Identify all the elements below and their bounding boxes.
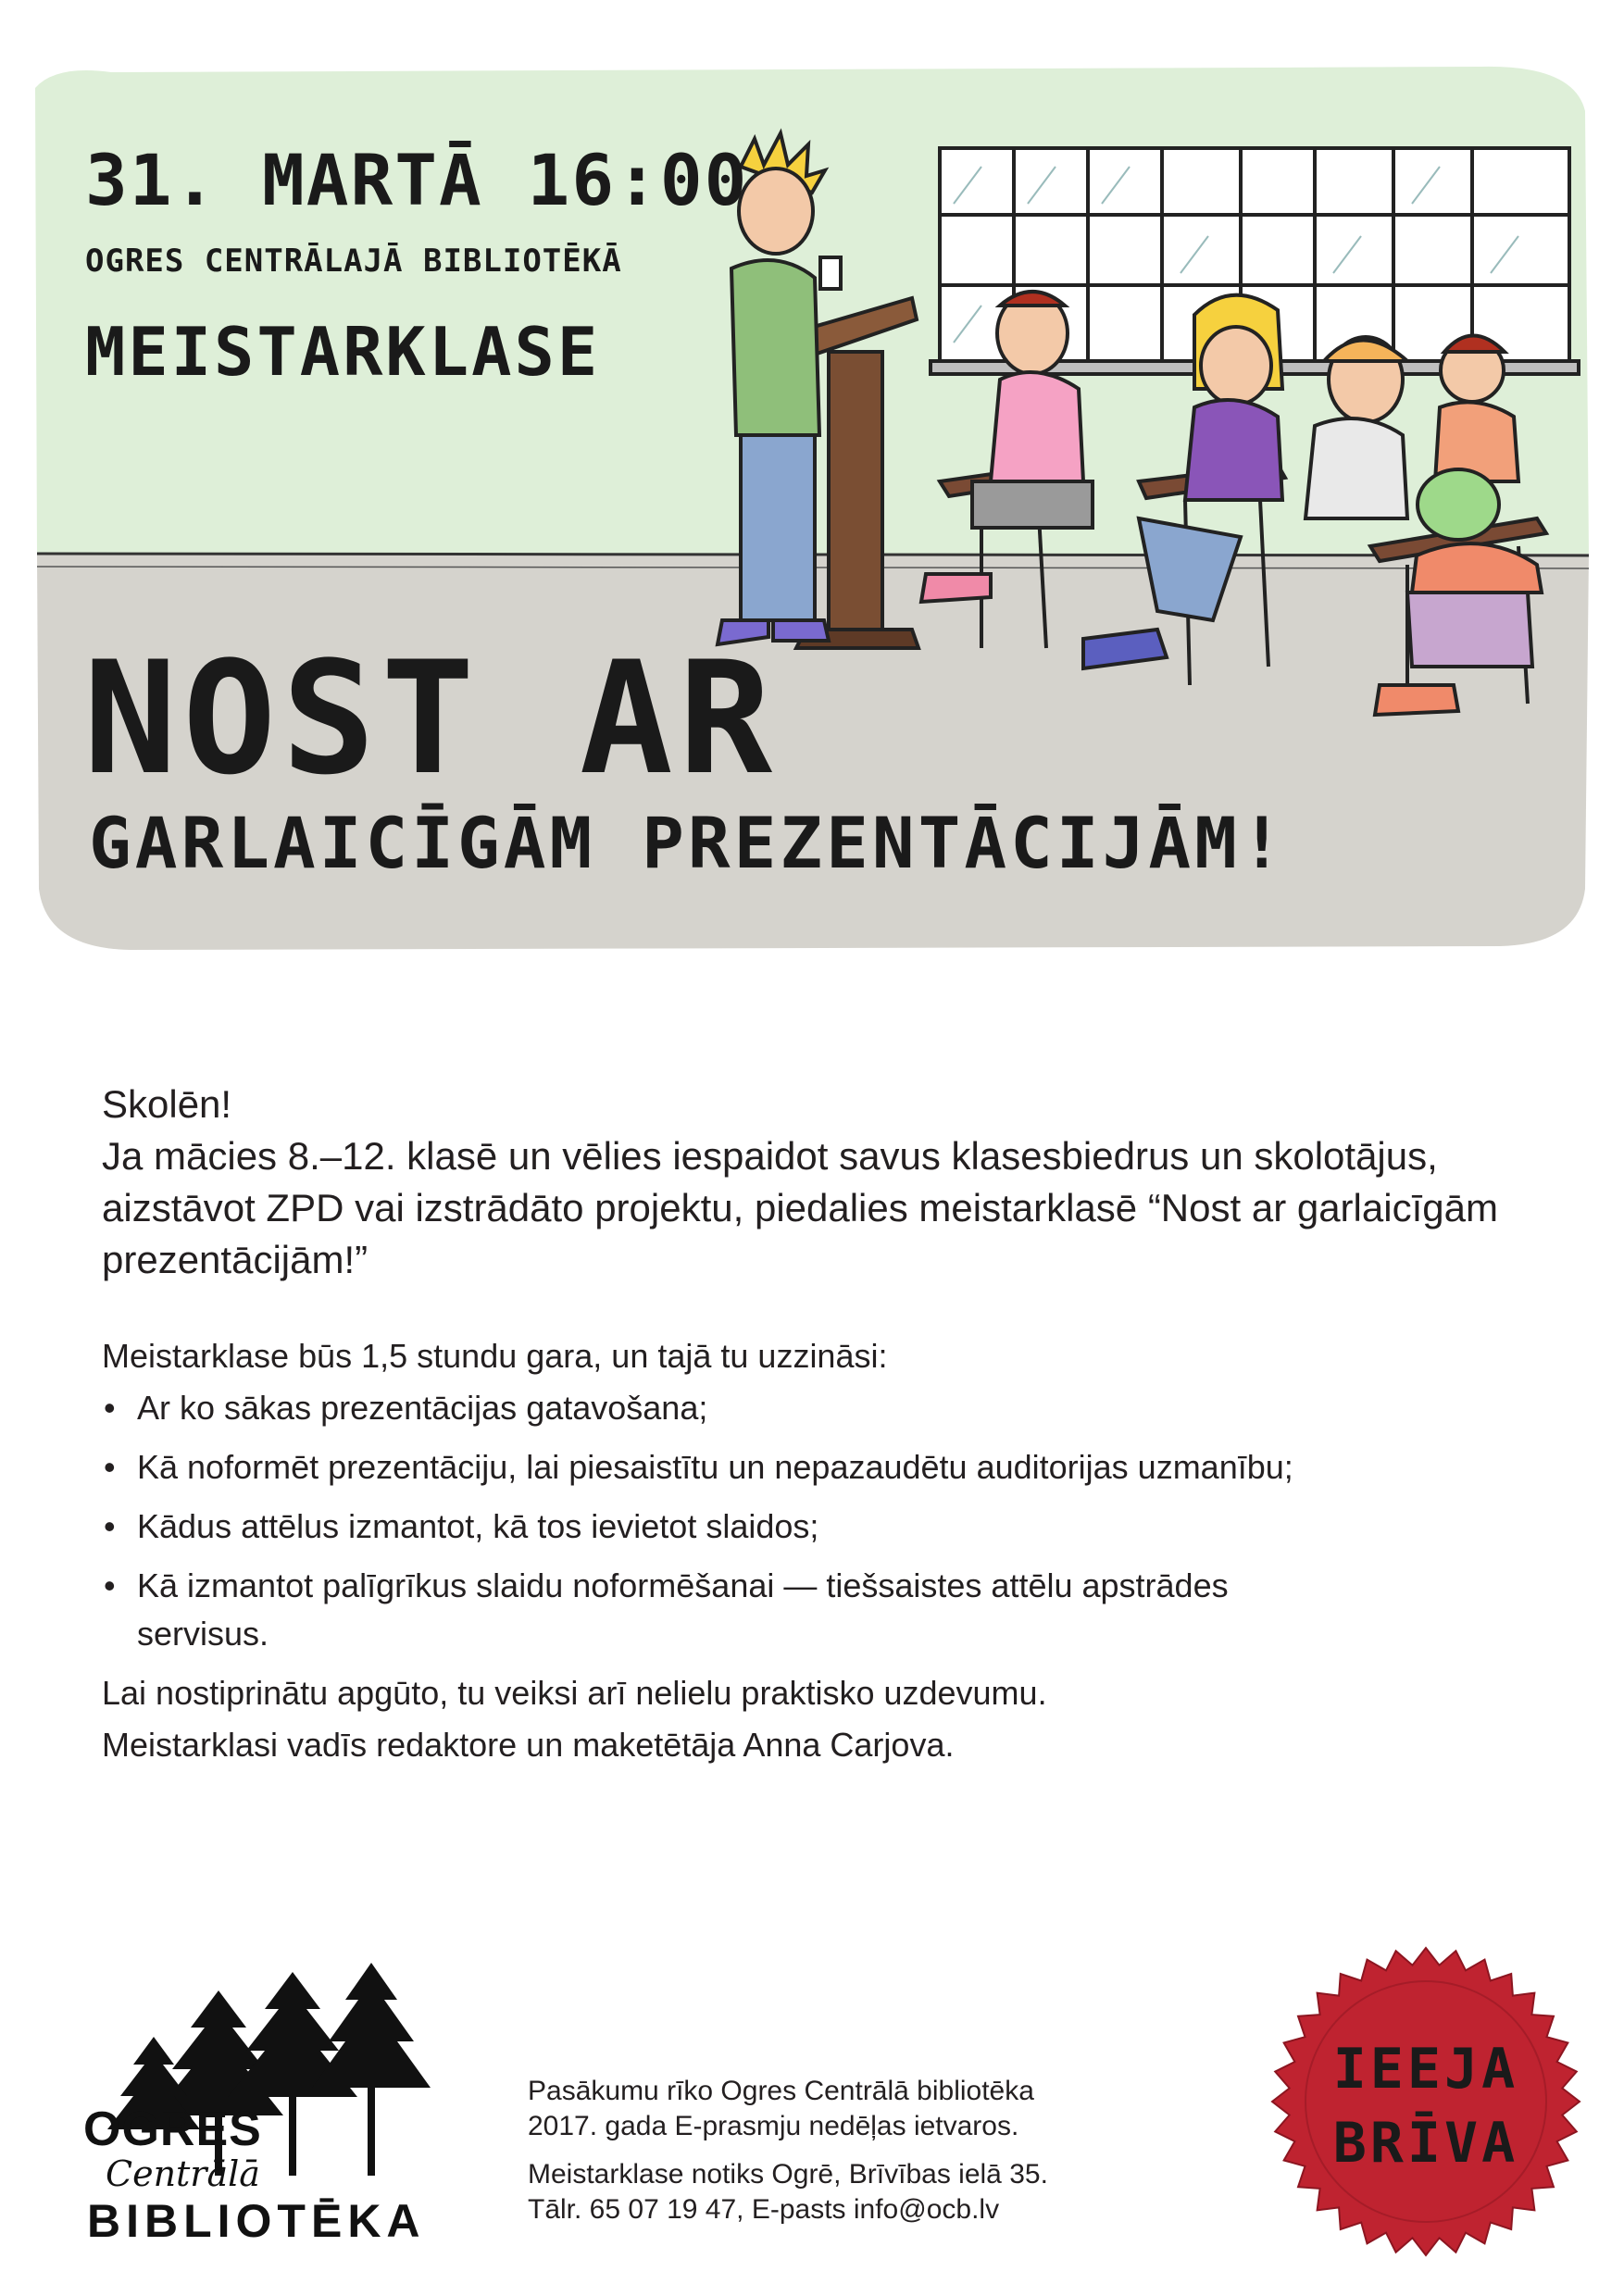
- event-date-time: 31. MARTĀ 16:00: [85, 139, 749, 221]
- details-practice: Lai nostiprinātu apgūto, tu veiksi arī nelielu praktisko uzdevumu.: [102, 1674, 1047, 1712]
- badge-line1: IEEJA: [1332, 2037, 1519, 2102]
- free-entry-badge: [1268, 1944, 1583, 2259]
- footer-organizer: Pasākumu rīko Ogres Centrālā bibliotēka: [528, 2076, 1034, 2106]
- footer-occasion: 2017. gada E-prasmju nedēļas ietvaros.: [528, 2111, 1019, 2141]
- footer-info: [528, 2074, 1048, 2227]
- details-leader: Meistarklasi vadīs redaktore un maketētāja Anna Carjova.: [102, 1726, 955, 1764]
- badge-line2: BRĪVA: [1332, 2111, 1519, 2176]
- library-logo: [80, 1963, 468, 2247]
- event-venue: OGRES CENTRĀLAJĀ BIBLIOTĒKĀ: [85, 243, 622, 280]
- details-lead: Meistarklase būs 1,5 stundu gara, un tajā tu uzzināsi:: [102, 1337, 888, 1375]
- logo-text-ogres: OGRES: [83, 2103, 262, 2156]
- logo-text-centrala: Centrālā: [106, 2153, 260, 2194]
- headline-line1: NOST AR: [83, 628, 779, 809]
- footer-address: Meistarklase notiks Ogrē, Brīvības ielā 35.: [528, 2159, 1048, 2190]
- list-item: • Kādus attēlus izmantot, kā tos ievietot slaidos;: [102, 1503, 1304, 1551]
- details-list: [102, 1384, 1546, 1658]
- intro-block: [102, 1079, 1546, 1286]
- logo-text-biblioteka: BIBLIOTĒKA: [87, 2195, 426, 2247]
- body-text: [102, 1079, 1546, 1773]
- list-item: • Ar ko sākas prezentācijas gatavošana;: [102, 1384, 1304, 1432]
- list-item: • Kā noformēt prezentāciju, lai piesaistītu un nepazaudētu auditorijas uzmanību;: [102, 1443, 1304, 1491]
- details-block: [102, 1332, 1546, 1769]
- headline-line2: GARLAICĪGĀM PREZENTĀCIJĀM!: [89, 802, 1287, 884]
- hero-illustration: [0, 0, 1624, 981]
- list-item: • Kā izmantot palīgrīkus slaidu noformēšanai — tiešsaistes attēlu apstrādes servisus.: [102, 1562, 1304, 1658]
- badge-icon: [1268, 1944, 1583, 2259]
- event-kind: MEISTARKLASE: [85, 313, 601, 391]
- intro-greeting: Skolēn!: [102, 1082, 232, 1126]
- footer-contacts: Tālr. 65 07 19 47, E-pasts info@ocb.lv: [528, 2194, 1000, 2225]
- intro-text: Ja mācies 8.–12. klasē un vēlies iespaidot savus klasesbiedrus un skolotājus, aizstāvot ZPD vai izstrādāto projektu, piedalies meistarklasē “Nost ar garlaicīgām prezentācijām!”: [102, 1134, 1498, 1281]
